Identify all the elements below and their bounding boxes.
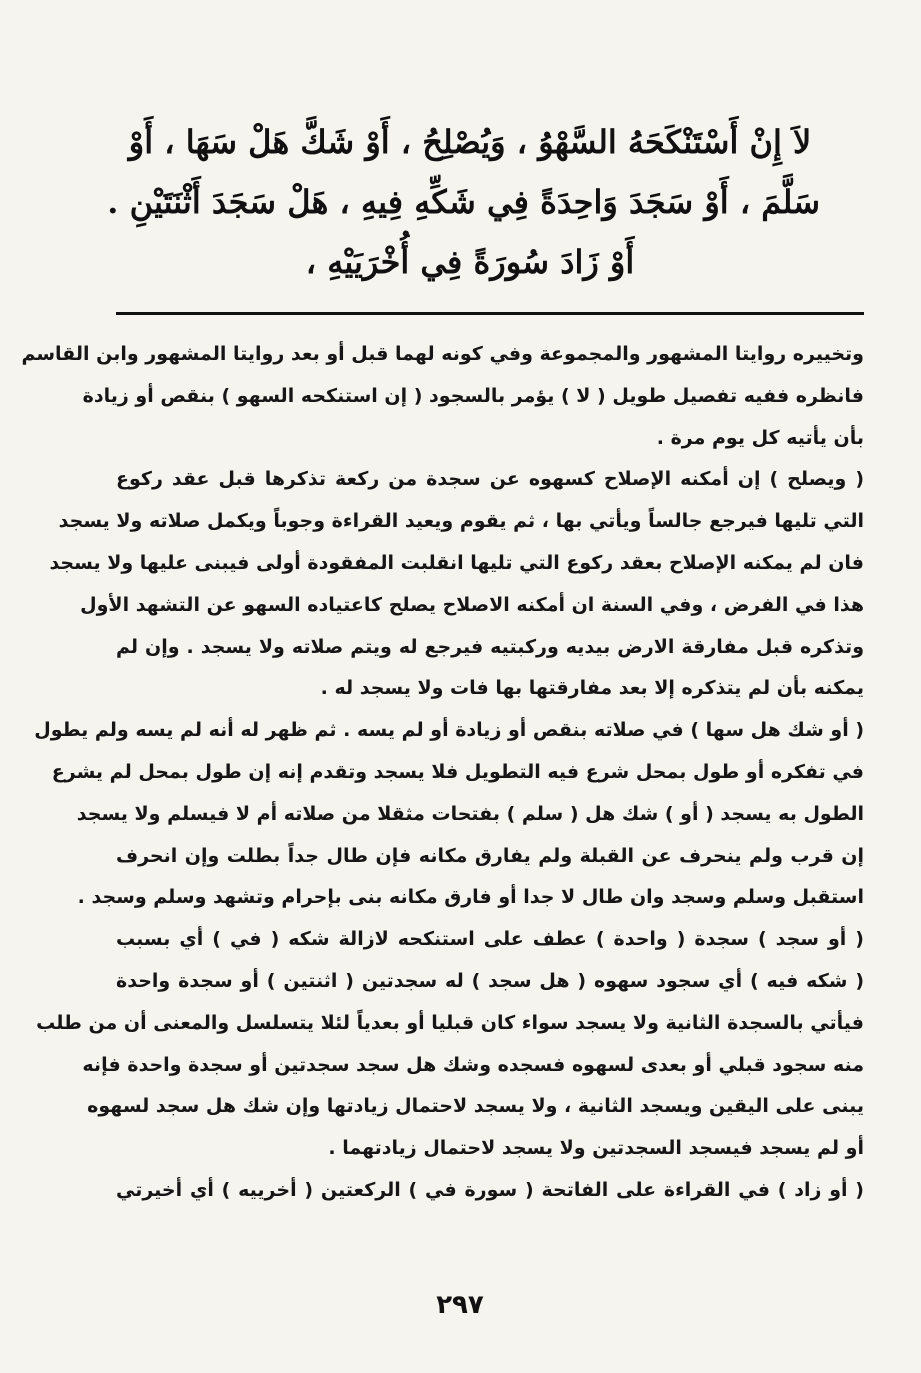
matn-line: لاَ إِنْ أَسْتَنْكَحَهُ السَّهْوُ ، وَيُصْلِحُ ، أَوْ شَكَّ هَلْ سَهَا ، أَوْ xyxy=(128,123,812,161)
commentary-line: بأن يأتيه كل يوم مرة . xyxy=(656,426,864,449)
commentary-line: استقبل وسلم وسجد وان طال لا جدا أو فارق مكانه بنى بإحرام وتشهد وسلم وسجد . xyxy=(77,886,864,909)
commentary-line: ( ويصلح ) إن أمكنه الإصلاح كسهوه عن سجدة من ركعة تذكرها قبل عقد ركوع xyxy=(116,468,864,491)
commentary-line: وتذكره قبل مفارقة الارض بيديه وركبتيه فيرجع له ويتم صلاته ولا يسجد . وإن لم xyxy=(116,635,864,658)
commentary-line: الطول به يسجد ( أو ) شك هل ( سلم ) بفتحات مثقلا من صلاته أم لا فيسلم ولا يسجد xyxy=(76,802,864,825)
commentary-line: ( شكه فيه ) أي سجود سهوه ( هل سجد ) له سجدتين ( اثنتين ) أو سجدة واحدة xyxy=(116,969,864,992)
commentary-line: يمكنه بأن لم يتذكره إلا بعد مفارقتها بها فات ولا يسجد له . xyxy=(320,677,864,700)
commentary-line: فان لم يمكنه الإصلاح بعقد ركوع التي تليها انقلبت المفقودة أولى فيبنى عليها ولا يسجد xyxy=(49,551,864,574)
commentary-line: هذا في الفرض ، وفي السنة ان أمكنه الاصلاح يصلح كاعتياده السهو عن التشهد الأول xyxy=(80,593,864,616)
commentary-block xyxy=(21,334,864,1212)
commentary-line: إن قرب ولم ينحرف عن القبلة ولم يفارق مكانه فإن طال جداً بطلت وإن انحرف xyxy=(116,844,864,867)
matn-verse-block xyxy=(107,112,820,292)
commentary-line: ( أو سجد ) سجدة ( واحدة ) عطف على استنكحه لازالة شكه ( في ) أي بسبب xyxy=(116,928,864,951)
commentary-line: التي تليها فيرجع جالساً ويأتي بها ، ثم يقوم ويعيد القراءة وجوباً ويكمل صلاته ولا يسجد xyxy=(58,510,864,533)
commentary-line: ( أو شك هل سها ) في صلاته بنقص أو زيادة أو لم يسه . ثم ظهر له أنه لم يسه ولم يطول xyxy=(34,719,864,742)
commentary-line: فيأتي بالسجدة الثانية ولا يسجد سواء كان قبليا أو بعدياً لئلا يتسلسل والمعنى أن من طلب xyxy=(36,1011,864,1034)
commentary-line: وتخييره روايتا المشهور والمجموعة وفي كونه لهما قبل أو بعد روايتا المشهور وابن القاسم xyxy=(21,343,864,365)
matn-line: سَلَّمَ ، أَوْ سَجَدَ وَاحِدَةً فِي شَكِّهِ فِيهِ ، هَلْ سَجَدَ أَثْنَتَيْنِ . xyxy=(107,183,820,221)
commentary-line: ( أو زاد ) في القراءة على الفاتحة ( سورة في ) الركعتين ( أخرييه ) أي أخيرتي xyxy=(116,1178,864,1201)
commentary-line: أو لم يسجد فيسجد السجدتين ولا يسجد لاحتمال زيادتهما . xyxy=(328,1137,864,1160)
page-number: ٢٩٧ xyxy=(436,1290,484,1320)
commentary-line: منه سجود قبلي أو بعدى لسهوه فسجده وشك هل سجد سجدتين أو سجدة واحدة فإنه xyxy=(82,1053,864,1076)
commentary-line: فانظره ففيه تفصيل طويل ( لا ) يؤمر بالسجود ( إن استنكحه السهو ) بنقص أو زيادة xyxy=(82,384,864,407)
commentary-line: في تفكره أو طول بمحل شرع فيه التطويل فلا يسجد وتقدم إنه إن طول بمحل لم يشرع xyxy=(51,760,864,783)
commentary-line: يبنى على اليقين ويسجد الثانية ، ولا يسجد لاحتمال زيادتها وإن شك هل سجد لسهوه xyxy=(87,1095,864,1118)
separator-rule xyxy=(116,312,864,315)
matn-line: أَوْ زَادَ سُورَةً فِي أُخْرَيَيْهِ ، xyxy=(305,243,635,281)
